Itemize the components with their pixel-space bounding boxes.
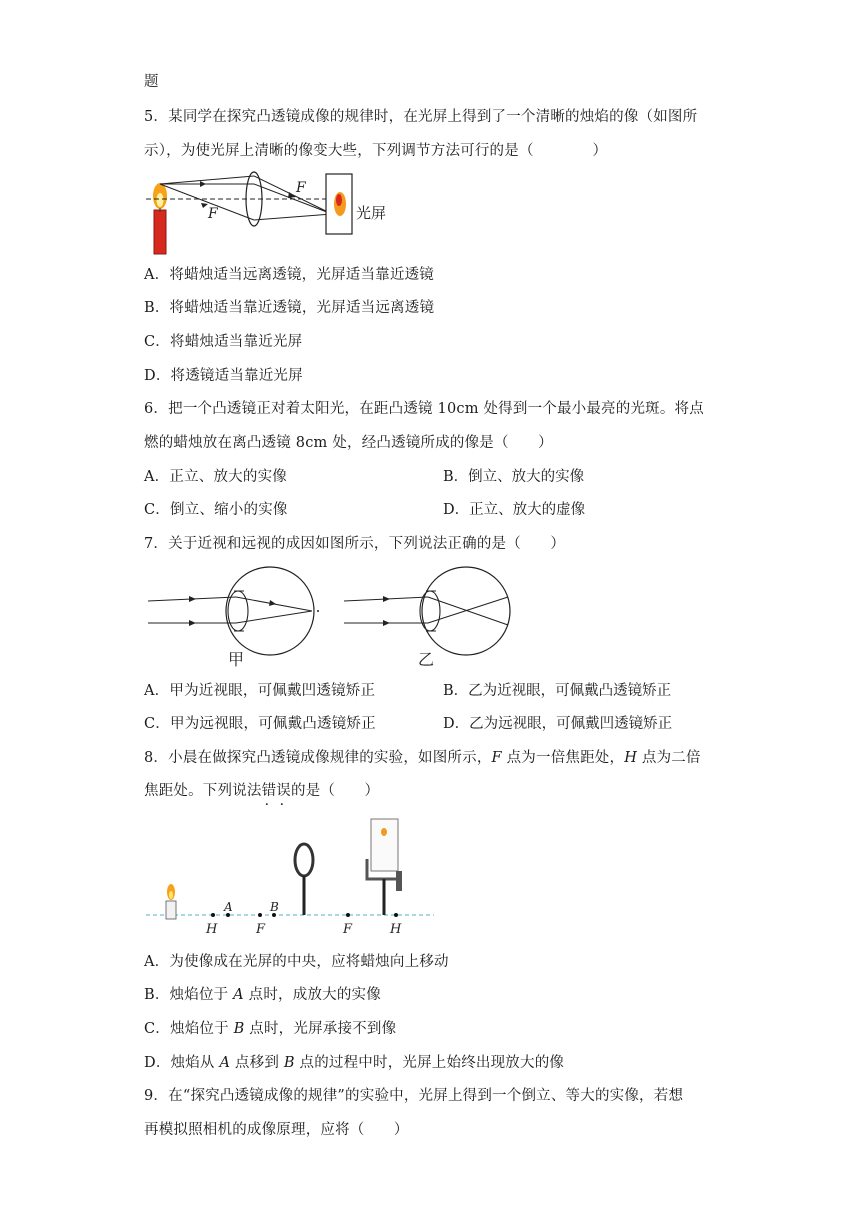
q5-option-b: B．将蜡烛适当靠近透镜，光屏适当远离透镜 [144, 300, 435, 316]
label-yi: 乙 [418, 650, 435, 669]
point-label-h-right: H [390, 922, 402, 937]
q6-stem-line2: 燃的蜡烛放在离凸透镜 8cm 处，经凸透镜所成的像是（ ） [144, 435, 553, 451]
q6-option-b: B．倒立、放大的实像 [443, 469, 585, 485]
q6-option-d: D．正立、放大的虚像 [443, 502, 586, 518]
point-label-f-left: F [256, 922, 266, 937]
lens-focal-label-left: F [208, 206, 218, 222]
q8-stem-text1: 8．小晨在做探究凸透镜成像规律的实验，如图所示， [144, 750, 492, 766]
q8-option-c-point: B [233, 1021, 245, 1037]
q8-stem-h: H [624, 750, 638, 766]
q7-option-a: A．甲为近视眼，可佩戴凹透镜矫正 [144, 683, 376, 699]
point-label-a: A [224, 900, 233, 914]
q8-option-d-text3: 点的过程中时，光屏上始终出现放大的像 [294, 1055, 565, 1071]
q8-stem-text4: 焦距处。下列说法 [144, 783, 262, 799]
q8-option-b-point: A [233, 987, 244, 1003]
q6-option-a: A．正立、放大的实像 [144, 469, 287, 485]
screen-label: 光屏 [356, 204, 387, 222]
q8-option-c [144, 1019, 396, 1039]
emphasis-dot: · [264, 797, 270, 813]
q7-option-b: B．乙为近视眼，可佩戴凸透镜矫正 [443, 683, 672, 699]
q8-figure-optical-bench [146, 815, 436, 937]
q8-stem-text3: 点为二倍 [637, 750, 701, 766]
q7-option-d: D．乙为远视眼，可佩戴凹透镜矫正 [443, 716, 673, 732]
q7-stem: 7．关于近视和远视的成因如图所示，下列说法正确的是（ ） [144, 536, 566, 552]
line-fragment: 题 [144, 74, 159, 90]
q6-option-c: C．倒立、缩小的实像 [144, 502, 288, 518]
lens-focal-label-right: F [296, 180, 306, 196]
q8-stem-text2: 点为一倍焦距处， [501, 750, 625, 766]
q9-stem-line1: 9．在“探究凸透镜成像的规律”的实验中，光屏上得到一个倒立、等大的实像，若想 [144, 1088, 684, 1104]
q8-option-d-text1: D．烛焰从 [144, 1055, 220, 1071]
q8-option-c-text1: C．烛焰位于 [144, 1021, 234, 1037]
q5-stem-line1: 5．某同学在探究凸透镜成像的规律时，在光屏上得到了一个清晰的烛焰的像（如图所 [144, 109, 698, 125]
q8-option-d-text2: 点移到 [230, 1055, 284, 1071]
q7-option-c: C．甲为远视眼，可佩戴凸透镜矫正 [144, 716, 376, 732]
q5-option-d: D．将透镜适当靠近光屏 [144, 368, 303, 384]
q8-stem-line2 [144, 781, 380, 813]
q8-option-a: A．为使像成在光屏的中央，应将蜡烛向上移动 [144, 954, 449, 970]
q8-option-b-text2: 点时，成放大的实像 [243, 987, 381, 1003]
q8-emphasis-text: 错误 [261, 783, 292, 799]
q5-option-a: A．将蜡烛适当远离透镜，光屏适当靠近透镜 [144, 267, 434, 283]
q8-stem-line1 [144, 748, 701, 768]
q6-stem-line1: 6．把一个凸透镜正对着太阳光，在距凸透镜 10cm 处得到一个最小最亮的光斑。将点 [144, 401, 704, 417]
q5-stem-line2: 示），为使光屏上清晰的像变大些，下列调节方法可行的是（ ） [144, 143, 608, 159]
q8-option-d-point-a: A [219, 1055, 231, 1071]
q7-figure-eyes [146, 565, 526, 671]
point-label-b: B [270, 900, 279, 914]
q8-option-c-text2: 点时，光屏承接不到像 [244, 1021, 397, 1037]
emphasis-dot: · [279, 797, 285, 813]
q8-emphasis-cuowu [261, 783, 292, 813]
q8-stem-text5: 的是（ ） [291, 783, 380, 799]
q8-option-b [144, 985, 381, 1005]
point-label-f-right: F [343, 922, 353, 937]
q8-option-d [144, 1053, 564, 1073]
q8-stem-f: F [491, 750, 502, 766]
label-jia: 甲 [228, 650, 245, 669]
q5-option-c: C．将蜡烛适当靠近光屏 [144, 334, 303, 350]
q8-option-d-point-b: B [283, 1055, 295, 1071]
point-label-h-left: H [206, 922, 218, 937]
q9-stem-line2: 再模拟照相机的成像原理，应将（ ） [144, 1122, 409, 1138]
q5-figure-convex-lens-candle [146, 170, 396, 256]
q8-option-b-text1: B．烛焰位于 [144, 987, 234, 1003]
